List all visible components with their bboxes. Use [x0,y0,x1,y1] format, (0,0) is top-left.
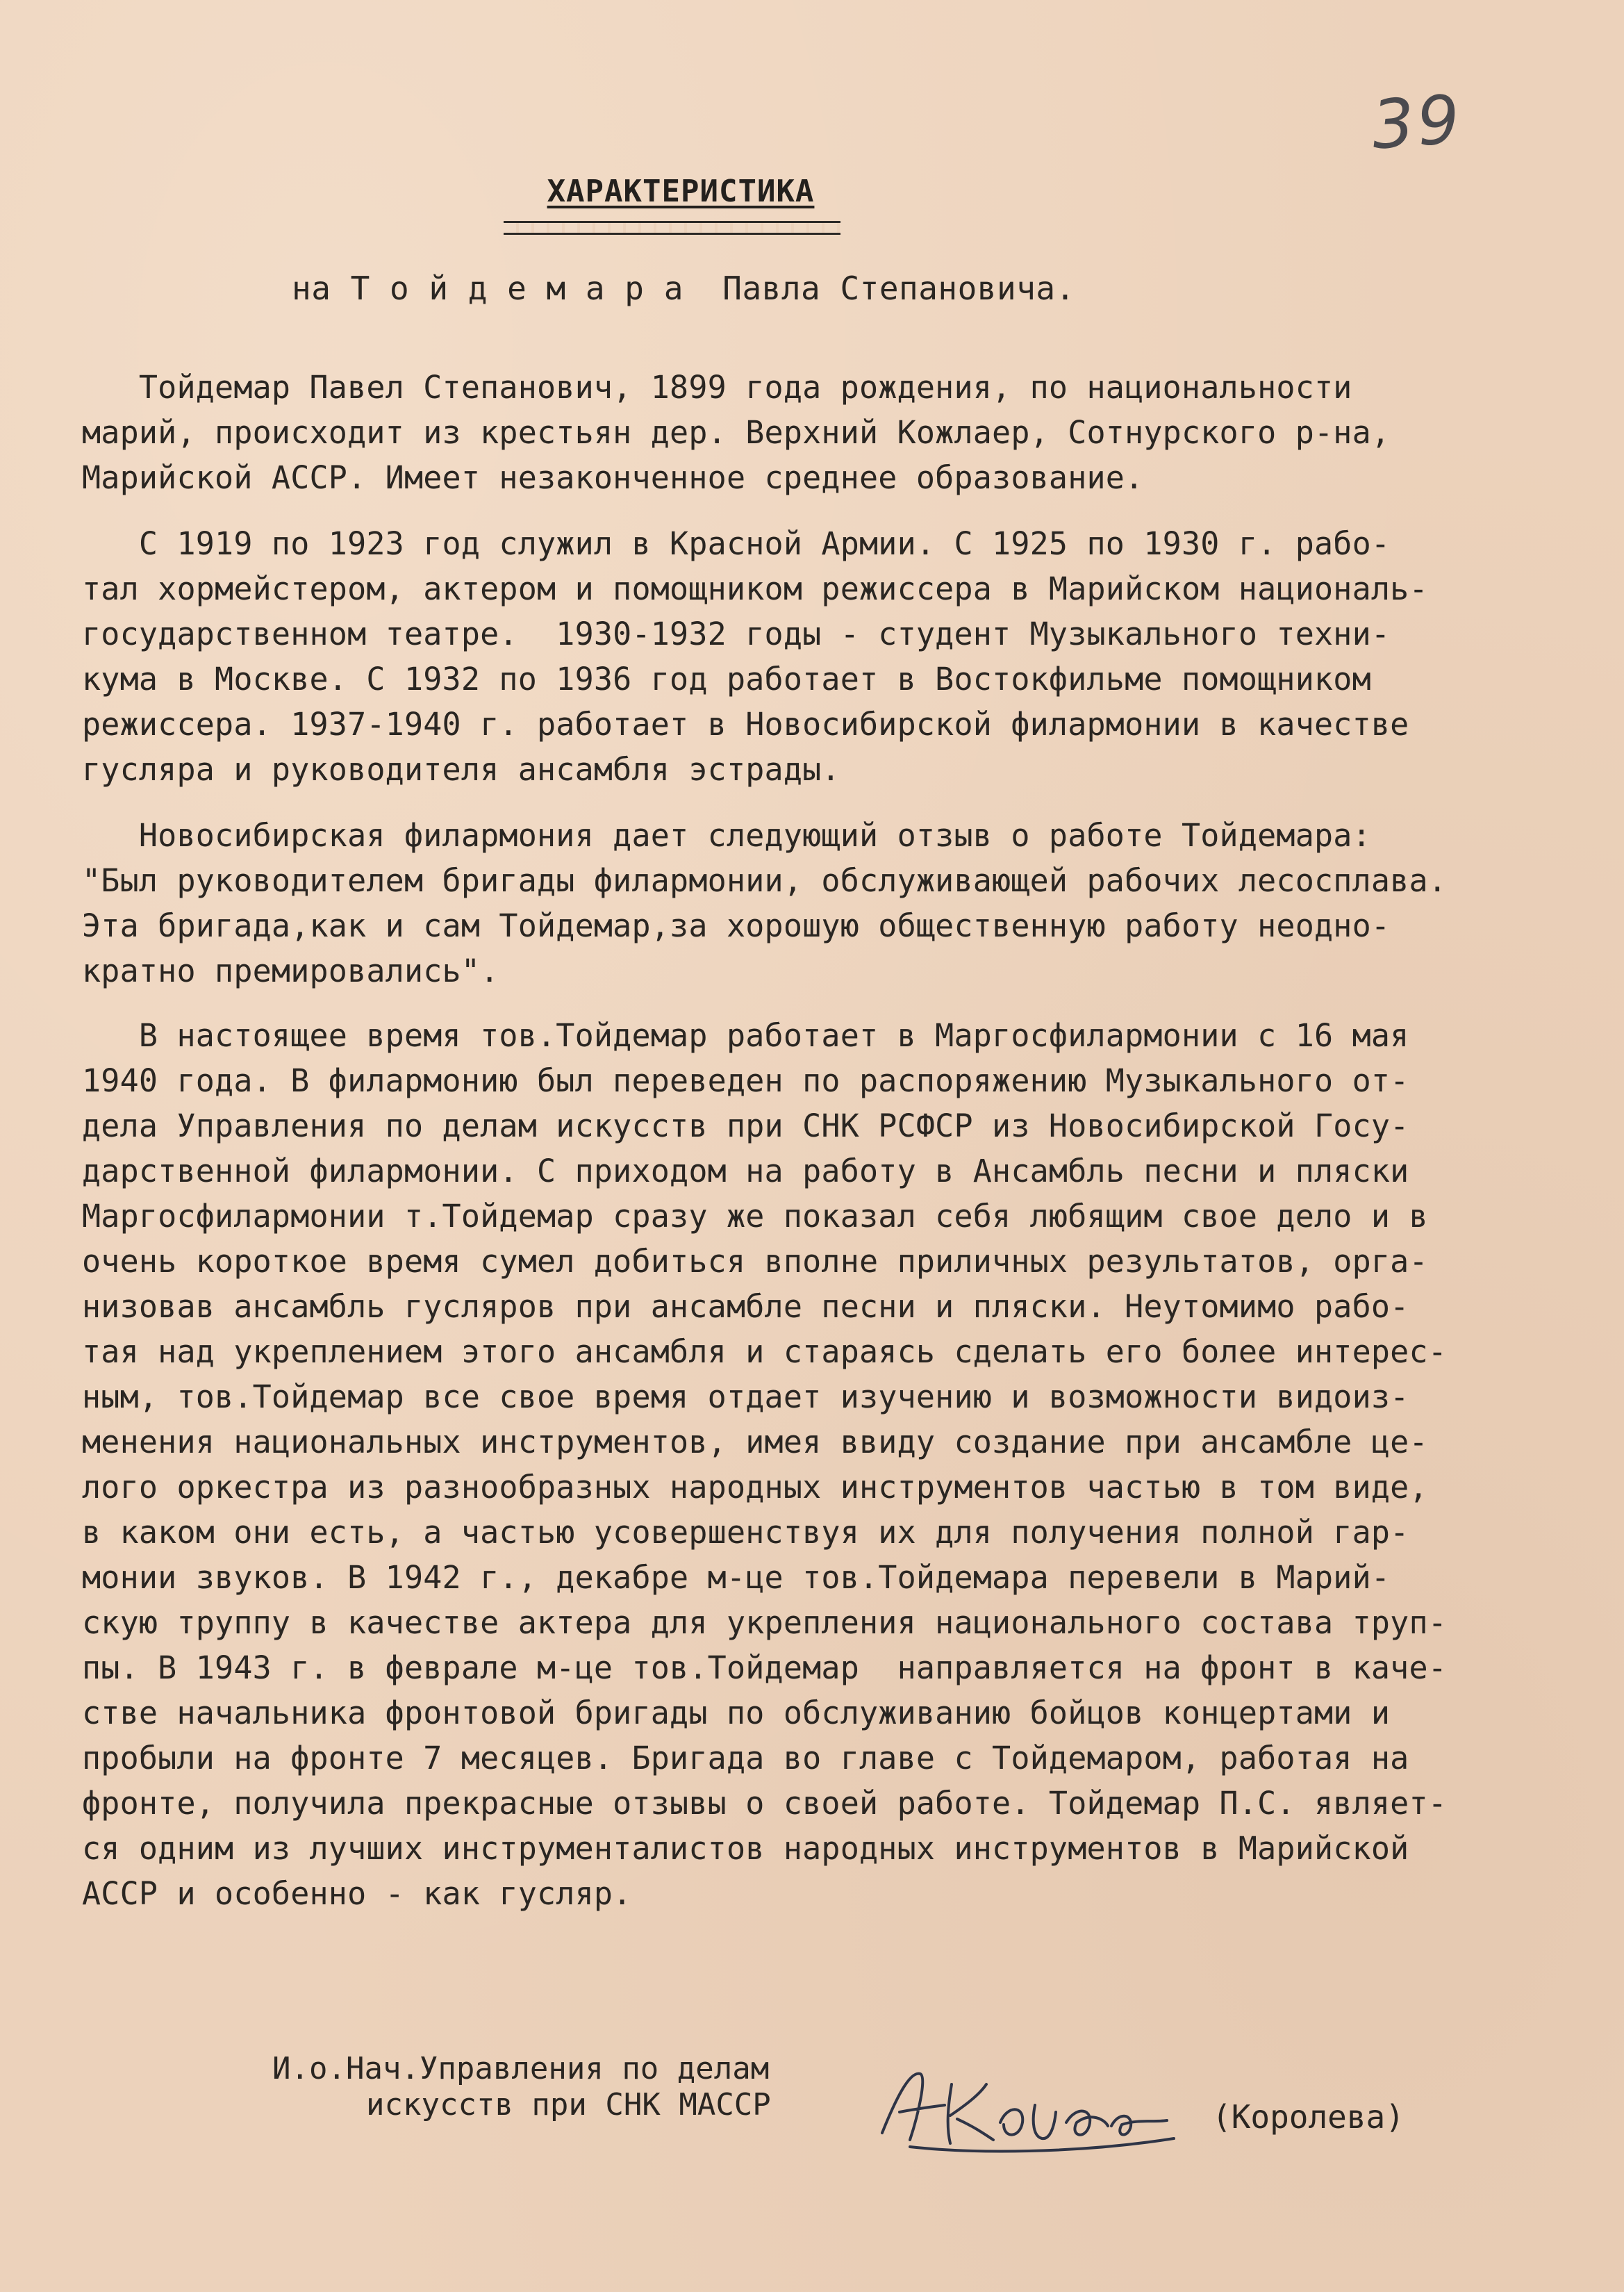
text-line: кратно премировались". [82,953,499,989]
text-line: Маргосфилармонии т.Тойдемар сразу же показал себя любящим свое дело и в [82,1198,1428,1235]
text-line: низовав ансамбль гусляров при ансамбле песни и пляски. Неутомимо рабо- [82,1288,1409,1325]
text-line: режиссера. 1937-1940 г. работает в Новосибирской филармонии в качестве [82,706,1409,743]
text-line: Тойдемар Павел Степанович, 1899 года рождения, по национальности [82,369,1352,406]
text-line: скую труппу в качестве актера для укрепления национального состава труп- [82,1604,1448,1641]
text-line: очень короткое время сумел добиться вполне приличных результатов, орга- [82,1243,1428,1280]
text-line: С 1919 по 1923 год служил в Красной Армии. С 1925 по 1930 г. рабо- [82,525,1391,562]
text-line: ся одним из лучших инструменталистов народных инструментов в Марийской [82,1830,1409,1867]
position-line-1: И.о.Нач.Управления по делам [272,2051,770,2086]
text-line: ным, тов.Тойдемар все свое время отдает изучению и возможности видоиз- [82,1378,1409,1415]
signer-name: (Королева) [1212,2098,1405,2136]
text-line: Марийской АССР. Имеет незаконченное среднее образование. [82,459,1144,496]
text-line: 1940 года. В филармонию был переведен по распоряжению Музыкального от- [82,1062,1409,1099]
text-line: АССР и особенно - как гусляр. [82,1875,632,1912]
text-line: в каком они есть, а частью усовершенствуя их для получения полной гар- [82,1514,1409,1551]
page-number: 39 [1369,80,1465,165]
title-double-underline [504,221,840,235]
text-line: пробыли на фронте 7 месяцев. Бригада во главе с Тойдемаром, работая на [82,1740,1409,1776]
text-line: стве начальника фронтовой бригады по обслуживанию бойцов концертами и [82,1695,1391,1731]
document-subtitle: на Т о й д е м а р а Павла Степановича. [292,270,1075,307]
text-line: тал хормейстером, актером и помощником режиссера в Марийском националь- [82,570,1428,607]
signatory-position [272,2051,771,2123]
paragraph-biography [82,365,1582,500]
text-line: лого оркестра из разнообразных народных инструментов частью в том виде, [82,1469,1428,1506]
text-line: Эта бригада,как и сам Тойдемар,за хорошую общественную работу неодно- [82,907,1391,944]
position-line-2: искусств при СНК МАССР [366,2087,771,2122]
paragraph-career [82,521,1582,792]
text-line: В настоящее время тов.Тойдемар работает в Маргосфилармонии с 16 мая [82,1017,1409,1054]
paragraph-review [82,813,1582,994]
text-line: дела Управления по делам искусств при СНК РСФСР из Новосибирской Госу- [82,1107,1409,1144]
page-title: ХАРАКТЕРИСТИКА [547,174,815,209]
text-line: марий, происходит из крестьян дер. Верхний Кожлаер, Сотнурского р-на, [82,414,1391,451]
text-line: гусляра и руководителя ансамбля эстрады. [82,751,840,788]
text-line: Новосибирская филармония дает следующий отзыв о работе Тойдемара: [82,817,1371,854]
text-line: монии звуков. В 1942 г., декабре м-це тов.Тойдемара перевели в Марий- [82,1559,1391,1596]
text-line: "Был руководителем бригады филармонии, обслуживающей рабочих лесосплава. [82,862,1448,899]
text-line: государственном театре. 1930-1932 годы - студент Музыкального техни- [82,616,1391,652]
text-line: менения национальных инструментов, имея ввиду создание при ансамбле це- [82,1424,1428,1460]
document-body [82,365,1582,1916]
text-line: кума в Москве. С 1932 по 1936 год работает в Востокфильме помощником [82,661,1371,698]
paragraph-current-work [82,1013,1582,1916]
text-line: фронте, получила прекрасные отзывы о своей работе. Тойдемар П.С. являет- [82,1785,1448,1822]
text-line: дарственной филармонии. С приходом на работу в Ансамбль песни и пляски [82,1153,1409,1189]
handwritten-signature [868,2056,1195,2161]
text-line: пы. В 1943 г. в феврале м-це тов.Тойдемар направляется на фронт в каче- [82,1649,1448,1686]
text-line: тая над укреплением этого ансамбля и стараясь сделать его более интерес- [82,1333,1448,1370]
